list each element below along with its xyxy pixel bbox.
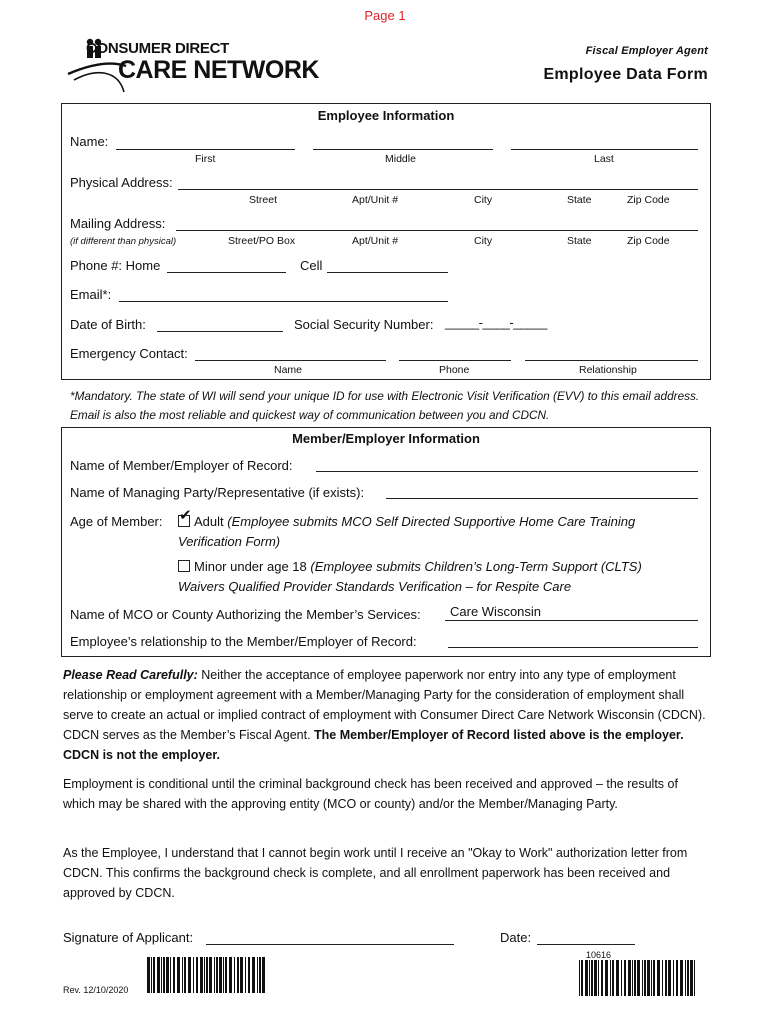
ssn-field[interactable]: _____-____-_____	[445, 315, 547, 330]
cell-phone-field[interactable]	[327, 272, 448, 273]
minor-label: Minor under age 18	[194, 559, 307, 574]
mailing-address-label: Mailing Address:	[70, 216, 166, 231]
sublabel-city: City	[474, 235, 493, 247]
emergency-phone-field[interactable]	[399, 360, 511, 361]
member-of-record-label: Name of Member/Employer of Record:	[70, 458, 293, 473]
sublabel-last: Last	[594, 153, 614, 165]
sublabel-first: First	[195, 153, 216, 165]
minor-checkbox[interactable]	[178, 560, 190, 572]
relationship-field[interactable]	[448, 647, 698, 648]
form-number: 10616	[586, 950, 612, 960]
please-read-paragraph	[63, 665, 713, 765]
date-field[interactable]	[537, 944, 635, 945]
managing-party-label: Name of Managing Party/Representative (if exists):	[70, 485, 365, 500]
adult-option[interactable]	[178, 512, 688, 552]
barcode-right	[577, 960, 699, 996]
relationship-label: Employee’s relationship to the Member/Employer of Record:	[70, 634, 417, 649]
emergency-contact-label: Emergency Contact:	[70, 346, 188, 361]
ssn-label: Social Security Number:	[294, 317, 434, 332]
managing-party-field[interactable]	[386, 498, 698, 499]
minor-option[interactable]	[178, 557, 688, 597]
employer-statement: The Member/Employer of Record listed above is the employer. CDCN is not the employer.	[63, 728, 684, 762]
mailing-address-field[interactable]	[176, 230, 698, 231]
home-phone-label: Phone #: Home	[70, 258, 161, 273]
email-label: Email*:	[70, 287, 112, 302]
sublabel-state: State	[567, 235, 592, 247]
sublabel-state: State	[567, 194, 592, 206]
adult-note: (Employee submits MCO Self Directed Supportive Home Care Training Verification Form)	[178, 514, 636, 549]
adult-label: Adult	[194, 514, 224, 529]
please-read-lead: Please Read Carefully:	[63, 668, 198, 682]
last-name-field[interactable]	[511, 149, 698, 150]
sublabel-zip: Zip Code	[627, 235, 670, 247]
conditional-employment-paragraph: Employment is conditional until the criminal background check has been received and approved – the results of which may be shared with the approving entity (MCO or county) and/or the Member/Managing Party.	[63, 777, 678, 811]
emergency-name-field[interactable]	[195, 360, 386, 361]
adult-checkbox[interactable]	[178, 515, 190, 527]
sublabel-apt-unit: Apt/Unit #	[352, 235, 399, 247]
mandatory-email-note: *Mandatory. The state of WI will send your unique ID for use with Electronic Visit Verification (EVV) to this email address. Email is also the most reliable and quickest way of communication between you and CDCN.	[70, 389, 700, 422]
age-of-member-label: Age of Member:	[70, 514, 163, 529]
mco-label: Name of MCO or County Authorizing the Member’s Services:	[70, 607, 421, 622]
fiscal-agent-label: Fiscal Employer Agent	[585, 45, 708, 57]
sublabel-street-po-box: Street/PO Box	[228, 235, 296, 247]
mco-value: Care Wisconsin	[450, 604, 542, 619]
signature-field[interactable]	[206, 944, 454, 945]
sublabel-city: City	[474, 194, 493, 206]
sublabel-relationship: Relationship	[579, 364, 637, 376]
sublabel-middle: Middle	[385, 153, 416, 165]
barcode-left	[145, 957, 267, 993]
mailing-note: (if different than physical)	[70, 236, 177, 247]
member-info-title: Member/Employer Information	[292, 431, 480, 446]
date-label: Date:	[500, 930, 532, 945]
physical-address-label: Physical Address:	[70, 175, 173, 190]
please-read-text: Neither the acceptance of employee paperwork nor entry into any type of employment relationship or employment agreement with a Member/Managing Party for the consideration of employment shall serve to create an actual or implied contract of employment with Consumer Direct Care Network Wisconsin (CDCN). CDCN serves as the Member’s Fiscal Agent.	[63, 668, 706, 742]
form-title: Employee Data Form	[543, 66, 708, 83]
signature-label: Signature of Applicant:	[63, 930, 194, 945]
okay-to-work-paragraph: As the Employee, I understand that I cannot begin work until I receive an "Okay to Work" authorization letter from CDCN. This confirms the background check is complete, and all enrollment paperwork has been received and approved by CDCN.	[63, 846, 688, 900]
emergency-relationship-field[interactable]	[525, 360, 698, 361]
physical-address-field[interactable]	[178, 189, 698, 190]
middle-name-field[interactable]	[313, 149, 493, 150]
page-number-label: Page 1	[364, 8, 406, 23]
member-of-record-field[interactable]	[316, 471, 698, 472]
date-of-birth-label: Date of Birth:	[70, 317, 146, 332]
sublabel-street: Street	[249, 194, 278, 206]
date-of-birth-field[interactable]	[157, 331, 283, 332]
sublabel-apt-unit: Apt/Unit #	[352, 194, 399, 206]
minor-note: (Employee submits Children’s Long-Term Support (CLTS) Waivers Qualified Provider Standards Verification – for Respite Care	[178, 559, 642, 594]
employee-info-title: Employee Information	[317, 108, 455, 123]
logo-text-line2: CARE NETWORK	[118, 56, 319, 84]
mco-field[interactable]	[445, 620, 698, 621]
revision-date: Rev. 12/10/2020	[63, 985, 129, 995]
sublabel-name: Name	[274, 364, 303, 376]
cell-phone-label: Cell	[300, 258, 323, 273]
first-name-field[interactable]	[116, 149, 295, 150]
name-label: Name:	[70, 134, 109, 149]
sublabel-zip: Zip Code	[627, 194, 670, 206]
home-phone-field[interactable]	[167, 272, 286, 273]
sublabel-phone: Phone	[439, 364, 470, 376]
logo-text-line1: CONSUMER DIRECT	[86, 40, 230, 57]
email-field[interactable]	[119, 301, 448, 302]
cdcn-logo	[66, 36, 319, 96]
